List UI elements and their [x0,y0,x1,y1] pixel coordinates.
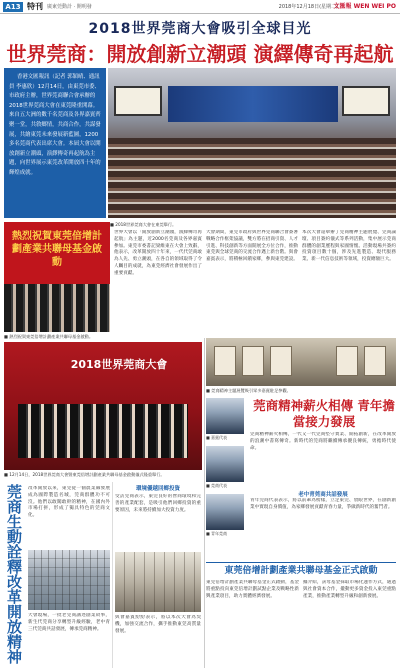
mid-article-text-a: 受訪莞商表示，東莞良好的營商環境和完善的產業配套，是吸引他們回鄉投資的重要原因，未來將持續加大投資力度。 [115,494,201,513]
article-column-3: 本次大會還舉辦了莞商精神主題展覽、莞商論壇、項目簽約儀式等系列活動，集中展示莞商群體的創業歷程與家國情懷。活動現場共簽約投資項目數十個，涉及先進製造、現代服務業、新一代信息技術等領域，投資總額巨大。 [302,230,396,263]
ceremony-photo [4,342,202,470]
screen-right [342,86,390,116]
exhibit-panel [270,346,292,376]
left-article-text-b: 大會現場，一批老莞商講述創業故事，新生代莞商分享轉型升級經驗，老中青三代莞商共話發展，傳承莞商精神。 [28,613,110,632]
fund-story-headline: 東莞倍增計劃產業共聯母基金正式啟動 [206,562,396,577]
exhibit-panel [242,346,264,376]
mid-article-text-b: 與會嘉賓紛紛表示，將以本次大會為契機，加強交流合作，攜手推動東莞高質量發展。 [115,615,201,634]
spirit-article-text-a: 莞商精神薪火相傳，一代又一代莞商堅守實業、開拓創新，在改革開放的浪潮中書寫傳奇。新時代的莞商將繼續傳承優良傳統，勇擔時代使命。 [250,432,396,451]
section-sublabel: 廣東莞動計 · 開明發 [47,4,92,10]
column-rule [204,338,205,668]
audience-rows [108,138,396,218]
portrait-caption: ■ 嘉賓代表 [206,435,228,440]
exhibition-photo [206,338,396,386]
article-column-1: 世界大會以「開放創新立潮頭，演繹傳奇再起航」為主題，近2000名莞商及各界嘉賓參加。東莞市委書記梁維東在大會上致辭，他表示，改革開放四十年來，一代代莞商敢為人先、勇立潮頭，在各自的領域取得了令人矚目的成就，為東莞經濟社會發展作出了重要貢獻。 [114,230,202,276]
factory-photo [28,550,110,610]
spirit-subhead: 老中青莞商共話發展 [298,492,348,498]
conference-hall-photo [108,68,396,218]
expo-hall-photo [115,552,201,612]
ceremony-banner: 2018世界莞商大會 [70,358,168,371]
fund-launch-photo [4,222,110,332]
portrait-photo [206,398,244,434]
kicker-headline: 2018世界莞商大會吸引全球目光 [88,21,312,37]
fund-article-text-b: 據介紹，該母基金採取市場化運作方式，通過與社會資本合作，撬動更多資金投入東莞重點產業，推動產業轉型升級和創新發展。 [303,580,396,599]
ceremony-guests [18,404,188,458]
issue-date: 2018年12月18日(星期二) [278,4,338,10]
factory-structure [28,550,110,610]
lead-text: 香港文匯報訊（記者 郭穎晴、通訊員 李惠欣）12月14日，由東莞市委、市政府主辦，世界莞商聯合會承辦的2018世界莞商大會在東莞隆重開幕。來自五大洲的數千名莞商及各界嘉賓齊聚一堂，共敘鄉情，共商合作，共謀發展，共繪東莞未來發展新藍圖，1200多名莞商代表出席大會。本屆大會以開放創新立潮頭，演繹傳奇再起航為主題，向世界展示東莞改革開放四十年的輝煌成就。 [9,74,101,176]
ceremony-caption: ■ 12月14日，2018世界莞商大會暨東莞倍增計劃產業共聯母基金啟動儀式隆重舉行。 [4,472,165,477]
left-article-text-a: 改革開放以來，東莞從一個農業縣發展成為國際製造名城，莞商群體功不可沒。他們以敢闖敢幹的精神，在國內外市場打拼，形成了獨具特色的莞商文化。 [28,486,110,519]
screen-left [114,86,162,116]
vertical-headline: 莞商生動詮釋改革開放精神 [5,484,23,664]
newspaper-brand: 文匯報 WEN WEI PO [333,3,396,10]
exhibit-panel [336,346,358,376]
fund-article-text-a: 東莞倍增計劃產業共聯母基金正式啟動，基金將重點投向東莞倍增計劃試點企業及戰略性新興產業項目，助力實體經濟發展。 [206,580,299,599]
lead-box [4,68,106,218]
portrait-caption: ■ 青年莞商 [206,531,228,536]
exhibition-caption: ■ 莞商精神主題展覽吸引眾多嘉賓駐足參觀。 [206,388,291,393]
launch-guests [4,284,110,332]
page-number-badge: A13 [3,2,23,12]
spirit-article-text-b: 青年莞商代表表示，將以前輩為榜樣，立足東莞、放眼世界，在創新創業中實現自身價值，為家鄉發展貢獻青春力量，爭做新時代的奮鬥者。 [250,498,396,510]
portrait-photo [206,494,244,530]
exhibit-panel [214,346,236,376]
article-column-2: 大會期間，東莞市政府與世界莞商聯合會簽署戰略合作框架協議，雙方將在招商引資、人才引進、科技創新等方面開展全方位合作，推動東莞與全球莞商的交流合作邁上新台階。與會嘉賓表示，將積極回饋家鄉，參與東莞建設。 [206,230,298,263]
launch-banner: 熱烈祝賀東莞倍增計劃產業共聯母基金啟動 [12,231,102,268]
launch-caption: ■ 熱烈祝賀東莞倍增計劃產業共聯母基金啟動。 [4,334,94,339]
top-photo-caption: ■ 2018世界莞商大會在東莞舉行。 [110,222,177,227]
spirit-story-headline: 莞商精神薪火相傳 青年擔當接力發展 [253,398,395,429]
column-rule [112,482,113,668]
main-headline: 世界莞商：開放創新立潮頭 演繹傳奇再起航 [6,42,394,66]
interview-subhead: 環境優越回鄉投資 [135,486,180,492]
stage-backdrop [168,86,338,122]
exhibit-panel [364,346,386,376]
portrait-photo [206,446,244,482]
expo-booths [115,552,201,612]
section-label: 特刊 [27,2,43,11]
portrait-caption: ■ 莞商代表 [206,483,228,488]
